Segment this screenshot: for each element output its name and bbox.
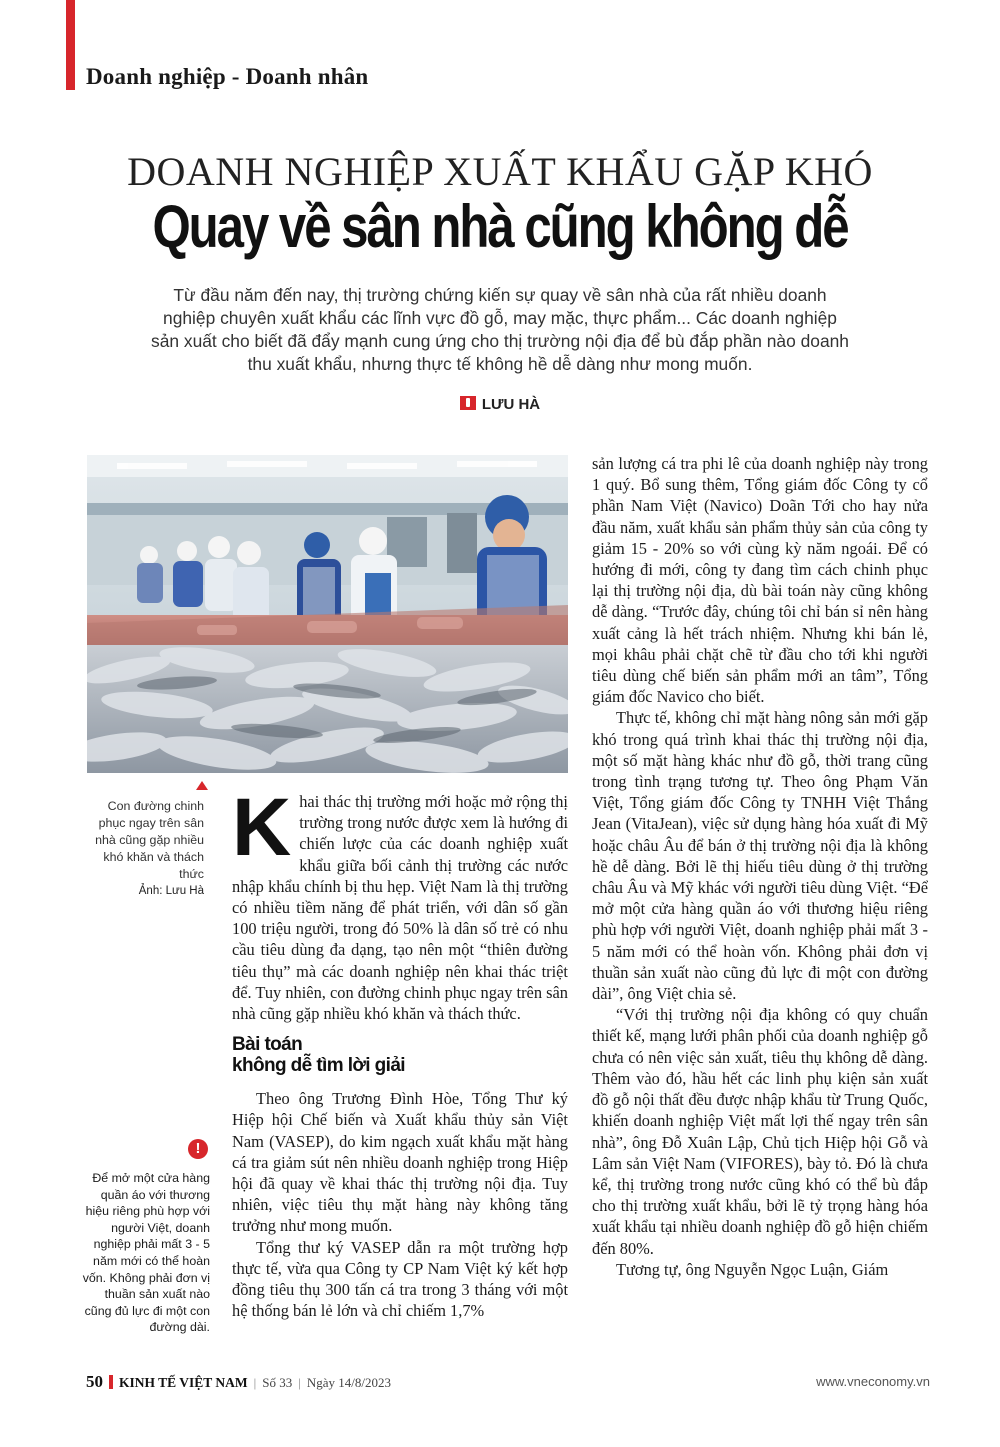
page-number: 50	[86, 1372, 103, 1391]
photo-credit: Ảnh: Lưu Hà	[138, 885, 204, 897]
exclamation-icon: !	[188, 1139, 208, 1159]
caption-text: Con đường chinh phục ngay trên sân nhà cũng gặp nhiều khó khăn và thách thức	[95, 799, 204, 881]
body-column-middle	[232, 782, 568, 1321]
pen-icon	[460, 396, 476, 410]
body-paragraph: “Với thị trường nội địa không có quy chuẩn thiết kế, mạng lưới phân phối của doanh nghiệp gỗ chưa có nên việc sản xuất, tiêu thụ không dễ dàng. Thêm vào đó, hầu hết các linh phụ kiện sản xuất đồ gỗ nội thất đều được nhập khẩu từ Trung Quốc, khiến doanh nghiệp Việt mất lợi thế ngay trên sân nhà”, ông Đỗ Xuân Lập, Chủ tịch Hiệp hội Gỗ và Lâm sản Việt Nam (VIFORES), bày tỏ. Đó là chưa kể, thị trường trong nước cũng khó có thể bù đắp cho thị trường xuất khẩu, bởi lẽ tỷ trọng hàng hóa xuất khẩu tại nhiều doanh nghiệp đồ gỗ hiện chiếm đến 80%.	[592, 1005, 928, 1258]
magazine-name: KINH TẾ VIỆT NAM	[119, 1375, 248, 1390]
body-column-right	[592, 453, 928, 1280]
body-paragraph: Thực tế, không chỉ mặt hàng nông sản mới gặp khó trong quá trình khai thác thị trường nội địa, một số mặt hàng khác như đồ gỗ, thời trang cũng trong tình trạng tương tự. Theo ông Phạm Văn Việt, Tổng giám đốc Công ty TNHH Việt Thắng Jean (VitaJean), việc sử dụng hàng hóa xuất đi Mỹ hoặc châu Âu để bán ở thị trường nội địa là không hề dễ dàng. Bởi lẽ thị hiếu tiêu dùng ở thị trường châu Âu và Mỹ khác với người tiêu dùng Việt. “Để mở một cửa hàng quần áo với thương hiệu riêng phù hợp với người Việt, doanh nghiệp phải mất 3 - 5 năm mới có thể hoàn vốn. Không phải đơn vị thuần sản xuất nào cũng đủ lực đi một con đường dài”, ông Việt chia sẻ.	[592, 708, 928, 1004]
pull-quote: Để mở một cửa hàng quần áo với thương hiệu riêng phù hợp với người Việt, doanh nghiệp phải mất 3 - 5 năm mới có thể hoàn vốn. Không phải đơn vị thuần sản xuất nào cũng đủ lực đi một con đường dài.	[82, 1171, 210, 1335]
author-name: LƯU HÀ	[481, 396, 541, 413]
subheading: Bài toán không dễ tìm lời giải	[232, 1034, 405, 1077]
fish-processing-photo	[87, 455, 568, 773]
byline	[0, 396, 1000, 413]
body-paragraph: Tương tự, ông Nguyễn Ngọc Luận, Giám	[616, 1259, 889, 1279]
article-headline: Quay về sân nhà cũng không dễ	[152, 193, 848, 260]
article-kicker: DOANH NGHIỆP XUẤT KHẨU GẶP KHÓ	[127, 149, 873, 194]
issue-number: Số 33	[262, 1375, 293, 1390]
caption-arrow-icon	[196, 781, 208, 790]
website-url: www.vneconomy.vn	[816, 1374, 930, 1389]
article-lead: Từ đầu năm đến nay, thị trường chứng kiến sự quay về sân nhà của rất nhiều doanh nghiệp chuyên xuất khẩu các lĩnh vực đồ gỗ, may mặc, thực phẩm... Các doanh nghiệp sản xuất cho biết đã đẩy mạnh cung ứng cho thị trường nội địa để bù đắp phần nào doanh thu xuất khẩu, nhưng thực tế không hề dễ dàng như mong muốn.	[151, 285, 849, 374]
body-paragraph: Tổng thư ký VASEP dẫn ra một trường hợp thực tế, vừa qua Công ty CP Nam Việt ký kết hợp đồng tiêu thụ 300 tấn cá tra trong 3 tháng với một hệ thống bán lẻ lớn và chỉ chiếm 1,7%	[232, 1237, 568, 1321]
body-paragraph: Khai thác thị trường mới hoặc mở rộng thị trường trong nước được xem là hướng đi chiến lược của các doanh nghiệp xuất khẩu giữa bối cảnh thị trường các nước nhập khẩu chính bị thu hẹp. Việt Nam là thị trường có nhiều tiềm năng để phát triển, với dân số gần 100 triệu người, trong đó 50% là dân số trẻ có nhu cầu tiêu dùng đa dạng, tạo nên một “thiên đường tiêu thụ” mà các doanh nghiệp nên khai thác triệt để. Tuy nhiên, con đường chinh phục ngay trên sân nhà cũng gặp nhiều khó khăn và thách thức.	[232, 782, 568, 1024]
page-footer: 50 KINH TẾ VIỆT NAM | Số 33 | Ngày 14/8/2023	[86, 1372, 392, 1391]
article-photo	[87, 455, 568, 773]
section-accent-bar	[66, 0, 75, 90]
drop-cap: K	[232, 782, 292, 873]
body-paragraph: Theo ông Trương Đình Hòe, Tổng Thư ký Hiệp hội Chế biến và Xuất khẩu thủy sản Việt Nam (VASEP), do kim ngạch xuất khẩu mặt hàng cá tra giảm sút nên nhiều doanh nghiệp trong Hiệp hội đã quay về khai thác thị trường nội địa. Tuy nhiên, việc tiêu thụ mặt hàng này không tăng trưởng như mong muốn.	[232, 1089, 568, 1236]
footer-accent-bar	[109, 1375, 113, 1389]
issue-date: Ngày 14/8/2023	[306, 1375, 392, 1390]
section-title: Doanh nghiệp - Doanh nhân	[86, 64, 369, 89]
photo-caption	[92, 798, 204, 900]
body-paragraph: sản lượng cá tra phi lê của doanh nghiệp này trong 1 quý. Bổ sung thêm, Tổng giám đốc Công ty cổ phần Nam Việt (Navico) Doãn Tới cho hay nửa đầu năm, xuất khẩu sản phẩm thủy sản của công ty giảm 15 - 20% so với cùng kỳ năm ngoái. Để có hướng đi mới, công ty đang tìm cách chinh phục lại thị trường nội địa, dù bài toán này cũng không dễ dàng. “Trước đây, chúng tôi chỉ bán sỉ nên hàng xuất cảng là hết trách nhiệm. Nhưng khi bán lẻ, mọi khâu phải chặt chẽ từ đầu cho tới khi người tiêu dùng chế biến sản phẩm mới an tâm”, Tổng giám đốc Navico cho biết.	[592, 454, 928, 707]
